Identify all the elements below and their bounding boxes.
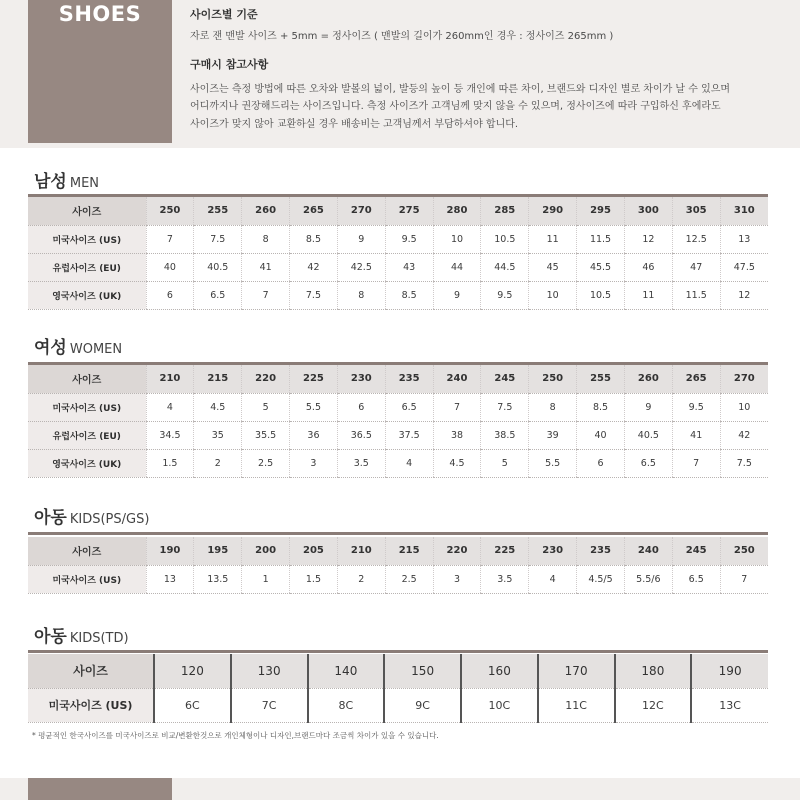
size-cell: 40.5 — [624, 421, 672, 449]
size-cell: 3 — [433, 565, 481, 593]
size-cell: 10.5 — [481, 225, 529, 253]
section-title-en: MEN — [69, 176, 100, 191]
size-cell: 44 — [433, 253, 481, 281]
size-header-cell: 180 — [615, 654, 692, 688]
row-label: 사이즈 — [28, 197, 146, 225]
size-cell: 5.5/6 — [624, 565, 672, 593]
size-cell: 6.5 — [672, 565, 720, 593]
size-cell: 13 — [146, 565, 194, 593]
size-cell: 1.5 — [290, 565, 338, 593]
size-header-cell: 290 — [529, 197, 577, 225]
size-cell: 47 — [672, 253, 720, 281]
size-cell: 46 — [624, 253, 672, 281]
note-line-2: 어디까지나 권장해드리는 사이즈입니다. 측정 사이즈가 고객님께 맞지 않을 수 있으며, 정사이즈에 따라 구입하신 후에라도 — [190, 101, 721, 112]
size-cell: 40 — [146, 253, 194, 281]
table-header-row — [28, 654, 768, 688]
women-size-table — [28, 365, 768, 478]
table-row — [28, 225, 768, 253]
size-header-cell: 280 — [433, 197, 481, 225]
size-header-cell: 230 — [529, 537, 577, 565]
size-cell: 13 — [720, 225, 768, 253]
note-heading: 구매시 참고사항 — [190, 58, 269, 71]
size-header-cell: 220 — [242, 365, 290, 393]
size-cell: 12 — [624, 225, 672, 253]
size-header-cell: 210 — [146, 365, 194, 393]
size-cell: 12.5 — [672, 225, 720, 253]
size-header-cell: 240 — [433, 365, 481, 393]
size-header-cell: 220 — [433, 537, 481, 565]
men-size-table — [28, 197, 768, 310]
size-cell: 36 — [290, 421, 338, 449]
size-cell: 8.5 — [290, 225, 338, 253]
size-header-cell: 215 — [194, 365, 242, 393]
size-cell: 11 — [529, 225, 577, 253]
size-cell: 9.5 — [672, 393, 720, 421]
size-cell: 10 — [433, 225, 481, 253]
section-divider — [28, 532, 768, 535]
section-title-ko: 여성 — [34, 338, 67, 358]
size-cell: 7 — [672, 449, 720, 477]
size-header-cell: 250 — [146, 197, 194, 225]
size-header-cell: 250 — [720, 537, 768, 565]
size-cell: 42 — [720, 421, 768, 449]
size-cell: 13.5 — [194, 565, 242, 593]
size-header-cell: 120 — [154, 654, 231, 688]
size-header-cell: 160 — [461, 654, 538, 688]
size-header-cell: 195 — [194, 537, 242, 565]
size-header-cell: 225 — [481, 537, 529, 565]
size-header-cell: 275 — [385, 197, 433, 225]
size-header-cell: 140 — [308, 654, 385, 688]
footnote: * 평균적인 한국사이즈를 미국사이즈로 비교/변환한것으로 개인체형이나 디자인,브랜드마다 조금씩 차이가 있을 수 있습니다. — [32, 731, 439, 740]
size-cell: 35 — [194, 421, 242, 449]
size-cell: 7 — [720, 565, 768, 593]
table-row — [28, 421, 768, 449]
table-row — [28, 688, 768, 722]
size-cell: 12 — [720, 281, 768, 309]
kids-td-size-table — [28, 654, 768, 723]
size-cell: 11 — [624, 281, 672, 309]
size-cell: 12C — [615, 688, 692, 722]
row-label: 영국사이즈 (UK) — [28, 281, 146, 309]
size-cell: 1 — [242, 565, 290, 593]
row-label: 유럽사이즈 (EU) — [28, 253, 146, 281]
size-cell: 5.5 — [529, 449, 577, 477]
row-label: 사이즈 — [28, 365, 146, 393]
size-cell: 3.5 — [337, 449, 385, 477]
size-cell: 4 — [146, 393, 194, 421]
size-cell: 7.5 — [481, 393, 529, 421]
size-header-cell: 260 — [624, 365, 672, 393]
size-cell: 7 — [242, 281, 290, 309]
table-header-row — [28, 537, 768, 565]
size-cell: 9.5 — [385, 225, 433, 253]
size-cell: 4.5/5 — [577, 565, 625, 593]
size-cell: 9 — [433, 281, 481, 309]
size-cell: 35.5 — [242, 421, 290, 449]
size-cell: 38 — [433, 421, 481, 449]
note-line-3: 사이즈가 맞지 않아 교환하실 경우 배송비는 고객님께서 부담하셔야 합니다. — [190, 119, 519, 130]
size-header-cell: 250 — [529, 365, 577, 393]
size-cell: 9.5 — [481, 281, 529, 309]
size-cell: 8 — [529, 393, 577, 421]
size-header-cell: 300 — [624, 197, 672, 225]
size-cell: 9 — [624, 393, 672, 421]
size-header-cell: 230 — [337, 365, 385, 393]
size-cell: 10C — [461, 688, 538, 722]
table-header-row — [28, 365, 768, 393]
size-cell: 6.5 — [385, 393, 433, 421]
table-row — [28, 565, 768, 593]
row-label: 사이즈 — [28, 537, 146, 565]
size-header-cell: 225 — [290, 365, 338, 393]
size-cell: 6.5 — [624, 449, 672, 477]
table-row — [28, 253, 768, 281]
size-cell: 8.5 — [385, 281, 433, 309]
size-cell: 11.5 — [672, 281, 720, 309]
size-header-cell: 305 — [672, 197, 720, 225]
size-cell: 10.5 — [577, 281, 625, 309]
size-cell: 7.5 — [720, 449, 768, 477]
size-cell: 9C — [384, 688, 461, 722]
section-title-ko: 아동 — [34, 508, 67, 528]
size-header-cell: 215 — [385, 537, 433, 565]
row-label: 유럽사이즈 (EU) — [28, 421, 146, 449]
size-cell: 10 — [529, 281, 577, 309]
table-row — [28, 393, 768, 421]
row-label: 사이즈 — [28, 654, 154, 688]
row-label: 미국사이즈 (US) — [28, 225, 146, 253]
category-title: SHOES — [58, 2, 142, 26]
row-label: 미국사이즈 (US) — [28, 565, 146, 593]
size-cell: 10 — [720, 393, 768, 421]
size-cell: 2 — [337, 565, 385, 593]
section-title-ko: 남성 — [34, 172, 67, 192]
size-cell: 4.5 — [433, 449, 481, 477]
size-cell: 42.5 — [337, 253, 385, 281]
size-cell: 11.5 — [577, 225, 625, 253]
size-header-cell: 150 — [384, 654, 461, 688]
size-header-cell: 295 — [577, 197, 625, 225]
size-cell: 7 — [433, 393, 481, 421]
size-cell: 43 — [385, 253, 433, 281]
size-cell: 5 — [481, 449, 529, 477]
size-cell: 8 — [242, 225, 290, 253]
size-header-cell: 285 — [481, 197, 529, 225]
table-row — [28, 449, 768, 477]
size-header-cell: 260 — [242, 197, 290, 225]
size-header-cell: 245 — [672, 537, 720, 565]
size-cell: 8C — [308, 688, 385, 722]
size-cell: 5 — [242, 393, 290, 421]
size-cell: 2.5 — [242, 449, 290, 477]
size-cell: 36.5 — [337, 421, 385, 449]
size-cell: 9 — [337, 225, 385, 253]
size-cell: 44.5 — [481, 253, 529, 281]
size-cell: 41 — [242, 253, 290, 281]
size-cell: 3 — [290, 449, 338, 477]
size-header-cell: 190 — [146, 537, 194, 565]
size-cell: 6 — [146, 281, 194, 309]
section-title-men — [34, 167, 99, 192]
section-title-en: KIDS(PS/GS) — [69, 512, 150, 527]
row-label: 미국사이즈 (US) — [28, 393, 146, 421]
size-cell: 8.5 — [577, 393, 625, 421]
size-cell: 7C — [231, 688, 308, 722]
section-title-ko: 아동 — [34, 627, 67, 647]
table-header-row — [28, 197, 768, 225]
section-title-kids-td — [34, 622, 129, 647]
size-header-cell: 255 — [194, 197, 242, 225]
size-header-cell: 310 — [720, 197, 768, 225]
size-header-cell: 255 — [577, 365, 625, 393]
size-cell: 7.5 — [194, 225, 242, 253]
size-cell: 11C — [538, 688, 615, 722]
size-cell: 6C — [154, 688, 231, 722]
size-header-cell: 235 — [385, 365, 433, 393]
size-header-cell: 235 — [577, 537, 625, 565]
size-cell: 45.5 — [577, 253, 625, 281]
section-title-en: WOMEN — [69, 342, 123, 357]
size-cell: 6 — [577, 449, 625, 477]
criteria-heading: 사이즈별 기준 — [190, 8, 258, 21]
size-cell: 7 — [146, 225, 194, 253]
section-divider — [28, 650, 768, 653]
criteria-text: 자로 잰 맨발 사이즈 + 5mm = 정사이즈 ( 맨발의 길이가 260mm인 경우 : 정사이즈 265mm ) — [190, 31, 614, 42]
size-cell: 47.5 — [720, 253, 768, 281]
size-cell: 39 — [529, 421, 577, 449]
size-header-cell: 130 — [231, 654, 308, 688]
row-label: 영국사이즈 (UK) — [28, 449, 146, 477]
size-cell: 3.5 — [481, 565, 529, 593]
size-cell: 13C — [691, 688, 768, 722]
size-cell: 7.5 — [290, 281, 338, 309]
size-header-cell: 205 — [290, 537, 338, 565]
size-cell: 4 — [529, 565, 577, 593]
section-title-women — [34, 333, 122, 358]
size-header-cell: 170 — [538, 654, 615, 688]
size-header-cell: 210 — [337, 537, 385, 565]
size-header-cell: 270 — [337, 197, 385, 225]
size-cell: 40.5 — [194, 253, 242, 281]
size-cell: 38.5 — [481, 421, 529, 449]
size-cell: 37.5 — [385, 421, 433, 449]
size-header-cell: 265 — [290, 197, 338, 225]
size-cell: 6.5 — [194, 281, 242, 309]
size-cell: 4.5 — [194, 393, 242, 421]
size-header-cell: 200 — [242, 537, 290, 565]
size-header-cell: 270 — [720, 365, 768, 393]
size-cell: 41 — [672, 421, 720, 449]
section-title-en: KIDS(TD) — [69, 631, 129, 646]
note-line-1: 사이즈는 측정 방법에 따른 오차와 발볼의 넓이, 발등의 높이 등 개인에 따른 차이, 브랜드와 디자인 별로 차이가 날 수 있으며 — [190, 84, 731, 95]
size-cell: 45 — [529, 253, 577, 281]
row-label: 미국사이즈 (US) — [28, 688, 154, 722]
size-header-cell: 190 — [691, 654, 768, 688]
table-row — [28, 281, 768, 309]
size-cell: 42 — [290, 253, 338, 281]
kids-psgs-size-table — [28, 537, 768, 594]
bottom-block — [28, 778, 172, 800]
size-cell: 34.5 — [146, 421, 194, 449]
size-cell: 5.5 — [290, 393, 338, 421]
size-cell: 8 — [337, 281, 385, 309]
size-header-cell: 240 — [624, 537, 672, 565]
size-cell: 1.5 — [146, 449, 194, 477]
size-cell: 40 — [577, 421, 625, 449]
size-cell: 4 — [385, 449, 433, 477]
size-cell: 2.5 — [385, 565, 433, 593]
size-header-cell: 265 — [672, 365, 720, 393]
size-cell: 6 — [337, 393, 385, 421]
size-header-cell: 245 — [481, 365, 529, 393]
size-cell: 2 — [194, 449, 242, 477]
section-title-kids-psgs — [34, 503, 149, 528]
